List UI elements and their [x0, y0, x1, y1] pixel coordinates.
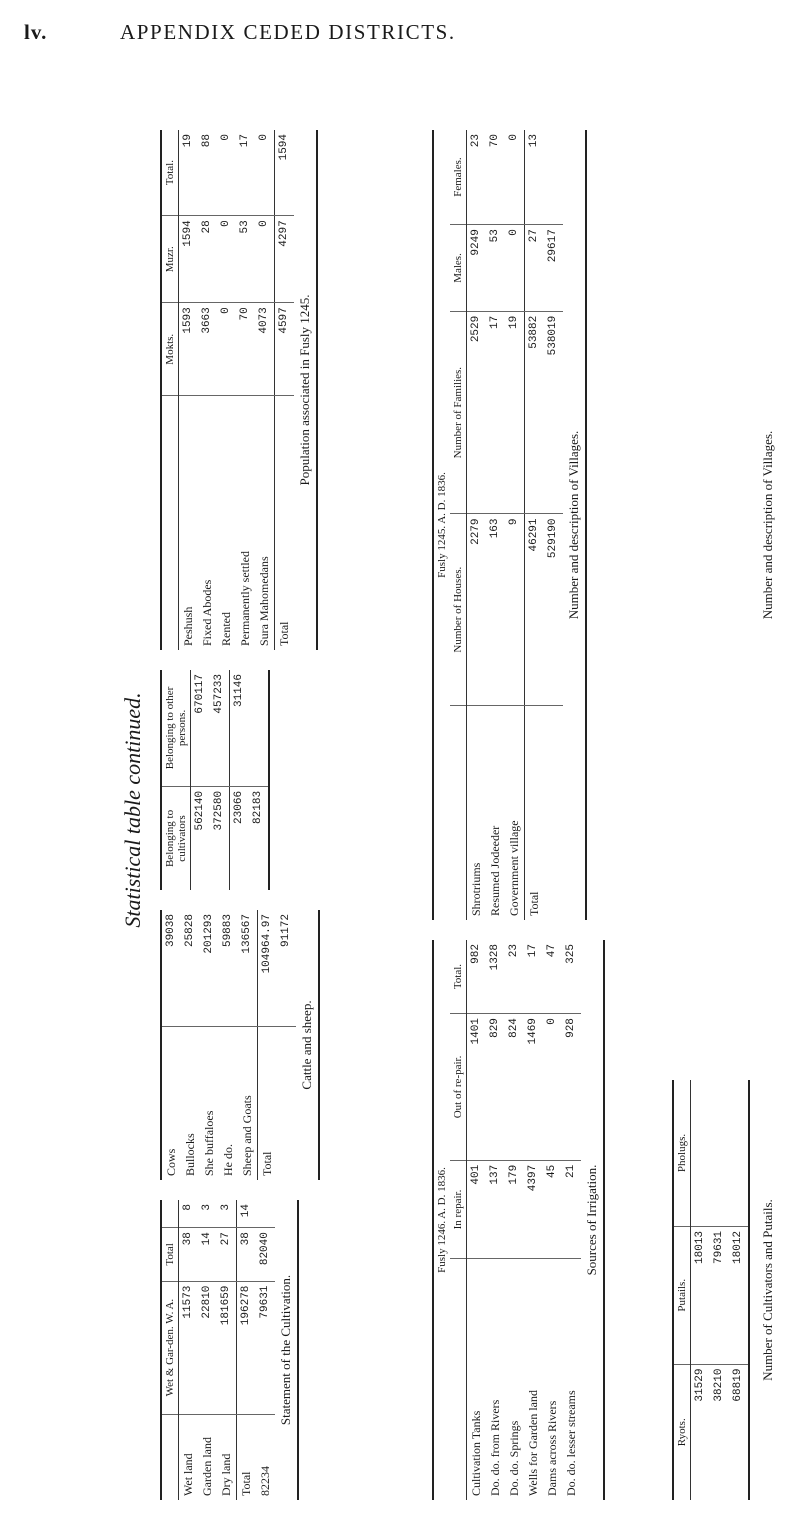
table-row [524, 940, 543, 1500]
col-head-out-of-repair: Out of re-pair. [450, 1014, 467, 1161]
cell: 45 [543, 1160, 562, 1258]
cell: 3663 [198, 303, 217, 396]
table-row [486, 940, 505, 1500]
row-label: Shrotriums [469, 862, 483, 916]
cell: 21 [562, 1160, 581, 1258]
table-row [277, 910, 296, 1180]
cell: 163 [486, 514, 505, 705]
cell: 70 [486, 130, 505, 225]
col-head-pholugs: Pholugs. [674, 1080, 691, 1226]
cell: 1594 [275, 130, 295, 216]
table-row [200, 910, 219, 1180]
table-row [486, 130, 505, 920]
row-label: Total [237, 1414, 257, 1500]
cell: 47 [543, 940, 562, 1014]
row-label: Dams across Rivers [545, 1400, 559, 1496]
cell: 181659 [217, 1281, 237, 1414]
cell: 46291 [525, 514, 545, 705]
cell: 14 [237, 1200, 257, 1228]
row-label: Wet land [181, 1453, 195, 1496]
table-row-total [237, 1200, 257, 1500]
cell: 39038 [162, 910, 181, 1027]
cell: 18012 [729, 1226, 748, 1364]
cell: 1401 [467, 1014, 487, 1161]
table-row [467, 130, 487, 920]
cell: 4397 [524, 1160, 543, 1258]
cell [710, 1080, 729, 1226]
cell: 529190 [544, 514, 563, 705]
cell: 27 [525, 225, 545, 312]
cattle-panel [160, 910, 320, 1180]
page-number: lv. [24, 20, 48, 44]
table-row [219, 910, 238, 1180]
cell: 0 [217, 130, 236, 216]
cell: 53 [236, 216, 255, 303]
cell: 70 [236, 303, 255, 396]
table-row [505, 130, 525, 920]
table-row [179, 1200, 199, 1500]
cell: 1328 [486, 940, 505, 1014]
cell: 829 [486, 1014, 505, 1161]
population-panel [160, 130, 318, 650]
cell: 91172 [277, 910, 296, 1027]
row-label: Permanently settled [238, 551, 252, 646]
table-row [162, 910, 181, 1180]
row-label: Fixed Abodes [200, 579, 214, 646]
table-row [256, 1200, 275, 1500]
cell: 0 [255, 216, 275, 303]
cell: 0 [505, 225, 525, 312]
cell: 0 [217, 216, 236, 303]
cell: 17 [486, 311, 505, 514]
cell: 38 [237, 1228, 257, 1281]
cell: 28 [198, 216, 217, 303]
col-head-putails: Putails. [674, 1226, 691, 1364]
col-head-houses: Number of Houses. [450, 514, 467, 705]
col-head-males: Males. [450, 225, 467, 312]
row-label: Garden land [200, 1437, 214, 1496]
row-label: Bullocks [183, 1133, 197, 1176]
cell: 18013 [691, 1226, 711, 1364]
row-label: Rented [219, 612, 233, 646]
cell: 9 [505, 514, 525, 705]
table-row [255, 130, 275, 650]
cell: 0 [255, 130, 275, 216]
cell: 31146 [230, 670, 250, 786]
irrigation-subcaption: Fusly 1246. A. D. 1836. [436, 1167, 448, 1273]
row-label: He do. [221, 1144, 235, 1176]
cell: 11573 [179, 1281, 199, 1414]
table-row [198, 130, 217, 650]
table-title: Statistical table continued. [120, 692, 145, 928]
cell: 38 [179, 1228, 199, 1281]
cell [544, 130, 563, 225]
row-label: Do. do. Springs [507, 1420, 521, 1496]
page-header [0, 0, 800, 60]
table-row [710, 1080, 729, 1500]
table-row [217, 1200, 237, 1500]
cell: 137 [486, 1160, 505, 1258]
cell: 457233 [210, 670, 230, 786]
col-head-cultivators: Belonging to cultivators [162, 786, 191, 890]
cell: 19 [179, 130, 199, 216]
running-title: APPENDIX CEDED DISTRICTS. [120, 20, 456, 44]
table-row [236, 130, 255, 650]
table-row [505, 940, 524, 1500]
villages-panel [432, 130, 587, 920]
col-label [450, 1259, 467, 1500]
row-label: Government village [507, 820, 521, 916]
cell: 4297 [275, 216, 295, 303]
cell: 670117 [191, 670, 211, 786]
cell: 22810 [198, 1281, 217, 1414]
cell: 53 [486, 225, 505, 312]
cell: 325 [562, 940, 581, 1014]
table-row [217, 130, 236, 650]
cultivation-panel [160, 1200, 299, 1500]
col-label [162, 1414, 179, 1500]
cell: 19 [505, 311, 525, 514]
cell: 401 [467, 1160, 487, 1258]
row-label: Cultivation Tanks [469, 1410, 483, 1496]
cell: 38210 [713, 1368, 725, 1402]
table-row-total [230, 670, 250, 890]
cell: 179 [505, 1160, 524, 1258]
row-label: Do. do. from Rivers [488, 1399, 502, 1496]
cell: 88 [198, 130, 217, 216]
table-row-total [525, 130, 545, 920]
cell: 23066 [230, 786, 250, 890]
cell: 17 [236, 130, 255, 216]
cell: 4597 [275, 303, 295, 396]
cell: 1593 [179, 303, 199, 396]
ryots-panel [672, 1080, 750, 1500]
cell: 196278 [237, 1281, 257, 1414]
cell [729, 1080, 748, 1226]
table-row-total [258, 910, 278, 1180]
table-row [191, 670, 211, 890]
cell: 13 [525, 130, 545, 225]
cell: 82234 [258, 1466, 272, 1496]
rotated-table-sheet [112, 110, 792, 1510]
col-head-c [162, 1200, 179, 1228]
cultivators-panel [160, 670, 270, 890]
table-row-total [275, 130, 295, 650]
cell: 8 [179, 1200, 199, 1228]
row-label: Do. do. lesser streams [564, 1390, 578, 1496]
cell: 104964.97 [258, 910, 278, 1027]
irrigation-caption: Sources of Irrigation. [584, 1164, 599, 1276]
cell: 2529 [467, 311, 487, 514]
cell: 201293 [200, 910, 219, 1027]
cell: 59883 [219, 910, 238, 1027]
col-head-total: Total [162, 1228, 179, 1281]
col-head-other-persons: Belonging to other persons. [162, 670, 191, 786]
cell: 53882 [525, 311, 545, 514]
cell: 27 [217, 1228, 237, 1281]
cell: 928 [562, 1014, 581, 1161]
table-row [729, 1080, 748, 1500]
col-head-total: Total. [162, 130, 179, 216]
col-head-in-repair: In repair. [450, 1160, 467, 1258]
cell: 29617 [544, 225, 563, 312]
population-caption: Population associated in Fusly 1245. [297, 294, 312, 486]
col-head-females: Females. [450, 130, 467, 225]
row-label: Cows [164, 1148, 178, 1176]
cell: 82183 [252, 790, 264, 824]
cell: 562140 [194, 790, 206, 831]
cattle-caption: Cattle and sheep. [299, 1000, 314, 1090]
cell: 2279 [467, 514, 487, 705]
cell [256, 1200, 275, 1228]
cell: 23 [505, 940, 524, 1014]
cell: 68819 [732, 1368, 744, 1402]
cell: 25828 [181, 910, 200, 1027]
row-label: Wells for Garden land [526, 1390, 540, 1496]
cell: 4073 [255, 303, 275, 396]
villages-caption: Number and description of Villages. [566, 430, 581, 620]
footer-left-caption: Number of Cultivators and Putails. [760, 1199, 775, 1381]
cell: 3 [217, 1200, 237, 1228]
cell: 14 [198, 1228, 217, 1281]
table-row [544, 130, 563, 920]
cell: 0 [217, 303, 236, 396]
table-row [198, 1200, 217, 1500]
cell: 79631 [256, 1281, 275, 1414]
cell: 0 [505, 130, 525, 225]
cell: 0 [543, 1014, 562, 1161]
table-row [181, 910, 200, 1180]
cell: 79631 [710, 1226, 729, 1364]
row-label: Resumed Jodeeder [488, 825, 502, 916]
cell: 538019 [544, 311, 563, 514]
cell [277, 1027, 296, 1180]
col-head-mokts: Mokts. [162, 303, 179, 396]
col-label [162, 396, 179, 650]
table-row [238, 910, 258, 1180]
cell [691, 1080, 711, 1226]
cultivation-caption: Statement of the Cultivation. [278, 1274, 293, 1426]
table-row [210, 670, 230, 890]
villages-subcaption: Fusly 1245. A. D. 1836. [436, 472, 448, 578]
cell: 1594 [179, 216, 199, 303]
cell [544, 705, 563, 920]
table-row [691, 1080, 711, 1500]
cell: 372580 [213, 790, 225, 831]
cell: 23 [467, 130, 487, 225]
footer-right-caption: Number and description of Villages. [760, 430, 775, 620]
cell [249, 670, 268, 786]
col-head-ryots: Ryots. [674, 1364, 691, 1500]
table-row [249, 670, 268, 890]
row-label: Sura Mahomedans [257, 556, 271, 646]
cell: 31529 [694, 1368, 706, 1402]
col-head-muzr: Muzr. [162, 216, 179, 303]
cell: 82040 [256, 1228, 275, 1281]
cell: 824 [505, 1014, 524, 1161]
row-label: Peshush [181, 606, 195, 646]
row-label: Dry land [219, 1453, 233, 1496]
col-head-families: Number of Families. [450, 311, 467, 514]
cell: 9249 [467, 225, 487, 312]
cell: 3 [198, 1200, 217, 1228]
col-head-wet-garden: Wet & Gar-den. W. A. [162, 1281, 179, 1414]
cell: 136567 [238, 910, 258, 1027]
cell: 17 [524, 940, 543, 1014]
col-label [450, 705, 467, 920]
cell: 982 [467, 940, 487, 1014]
row-label: Total [275, 396, 295, 650]
row-label: Total [258, 1027, 278, 1180]
irrigation-panel [432, 940, 605, 1500]
cell: 1469 [524, 1014, 543, 1161]
row-label: Sheep and Goats [240, 1095, 254, 1176]
row-label: She buffaloes [202, 1110, 216, 1176]
table-row [179, 130, 199, 650]
table-row [467, 940, 487, 1500]
table-row [562, 940, 581, 1500]
table-row [543, 940, 562, 1500]
row-label: Total [525, 705, 545, 920]
col-head-total: Total. [450, 940, 467, 1014]
